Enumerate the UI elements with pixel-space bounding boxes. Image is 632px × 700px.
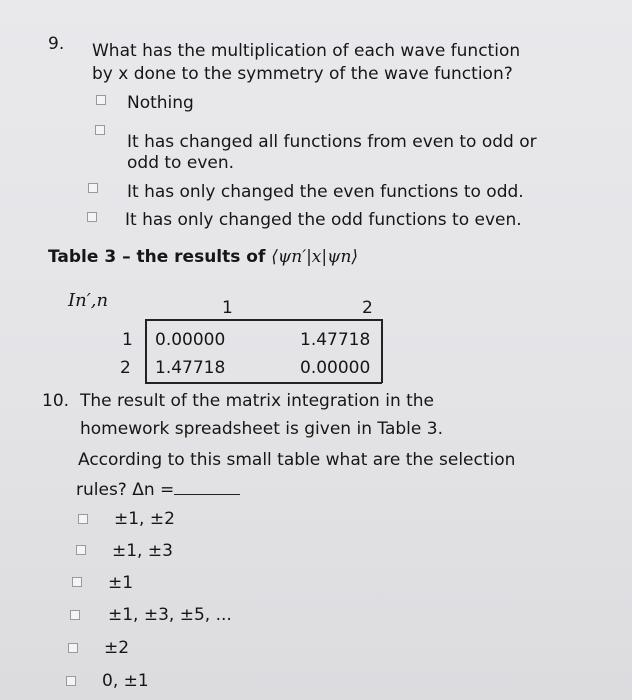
- q10-option5-checkbox[interactable]: [68, 643, 78, 653]
- q10-option2-label: ±1, ±3: [112, 541, 173, 561]
- table3-title-math: ⟨ψn′|x|ψn⟩: [271, 247, 359, 267]
- q9-option2-label-line2: odd to even.: [127, 153, 235, 173]
- q10-rules-prompt: rules? Δn =: [76, 480, 175, 500]
- table3-title-prefix: Table 3 – the results of: [48, 247, 272, 267]
- q9-option3-label: It has only changed the even functions to odd.: [127, 182, 524, 202]
- table3-right-border: [381, 319, 383, 383]
- q10-answer-blank[interactable]: [174, 478, 240, 495]
- q9-option3-checkbox[interactable]: [88, 183, 98, 193]
- q9-option2-label: It has changed all functions from even to odd or: [127, 132, 537, 152]
- q10-option1-checkbox[interactable]: [78, 514, 88, 524]
- table3-cell-1-2: 1.47718: [300, 330, 371, 350]
- table3-row-header-2: 2: [120, 358, 131, 378]
- table3-col-header-2: 2: [362, 298, 373, 318]
- q10-option2-checkbox[interactable]: [76, 545, 86, 555]
- q9-option1-label: Nothing: [127, 93, 194, 113]
- q10-option3-label: ±1: [108, 573, 134, 593]
- table3-top-border: [145, 319, 382, 321]
- q10-text-line1: The result of the matrix integration in the: [80, 391, 435, 411]
- q9-option1-checkbox[interactable]: [96, 95, 106, 105]
- q9-text-line2: by x done to the symmetry of the wave function?: [92, 64, 513, 84]
- table3-cell-2-2: 0.00000: [300, 358, 371, 378]
- table3-cell-1-1: 0.00000: [155, 330, 226, 350]
- table3-cell-2-1: 1.47718: [155, 358, 226, 378]
- q10-option5-label: ±2: [104, 638, 130, 658]
- table3-bottom-border: [145, 382, 382, 384]
- q10-option6-checkbox[interactable]: [66, 676, 76, 686]
- q9-option4-checkbox[interactable]: [87, 212, 97, 222]
- q10-option1-label: ±1, ±2: [114, 509, 175, 529]
- q10-option4-label: ±1, ±3, ±5, ...: [108, 605, 232, 625]
- table3-col-header-1: 1: [222, 298, 233, 318]
- q10-text-line2: homework spreadsheet is given in Table 3.: [80, 419, 443, 439]
- q9-text-line1: What has the multiplication of each wave function: [92, 41, 521, 61]
- q9-option4-label: It has only changed the odd functions to even.: [125, 210, 522, 230]
- q10-option4-checkbox[interactable]: [70, 610, 80, 620]
- q10-text-line4: [76, 478, 240, 501]
- table3-left-border: [145, 319, 147, 383]
- table3-title: [48, 247, 358, 267]
- table3-row-header-1: 1: [122, 330, 133, 350]
- table3-corner-label: In′,n: [68, 290, 109, 311]
- q10-text-line3: According to this small table what are the selection: [78, 450, 516, 470]
- q10-number: 10.: [42, 391, 70, 411]
- q10-option6-label: 0, ±1: [102, 671, 149, 691]
- q9-option2-checkbox[interactable]: [95, 125, 105, 135]
- q10-option3-checkbox[interactable]: [72, 577, 82, 587]
- q9-number: 9.: [48, 34, 65, 54]
